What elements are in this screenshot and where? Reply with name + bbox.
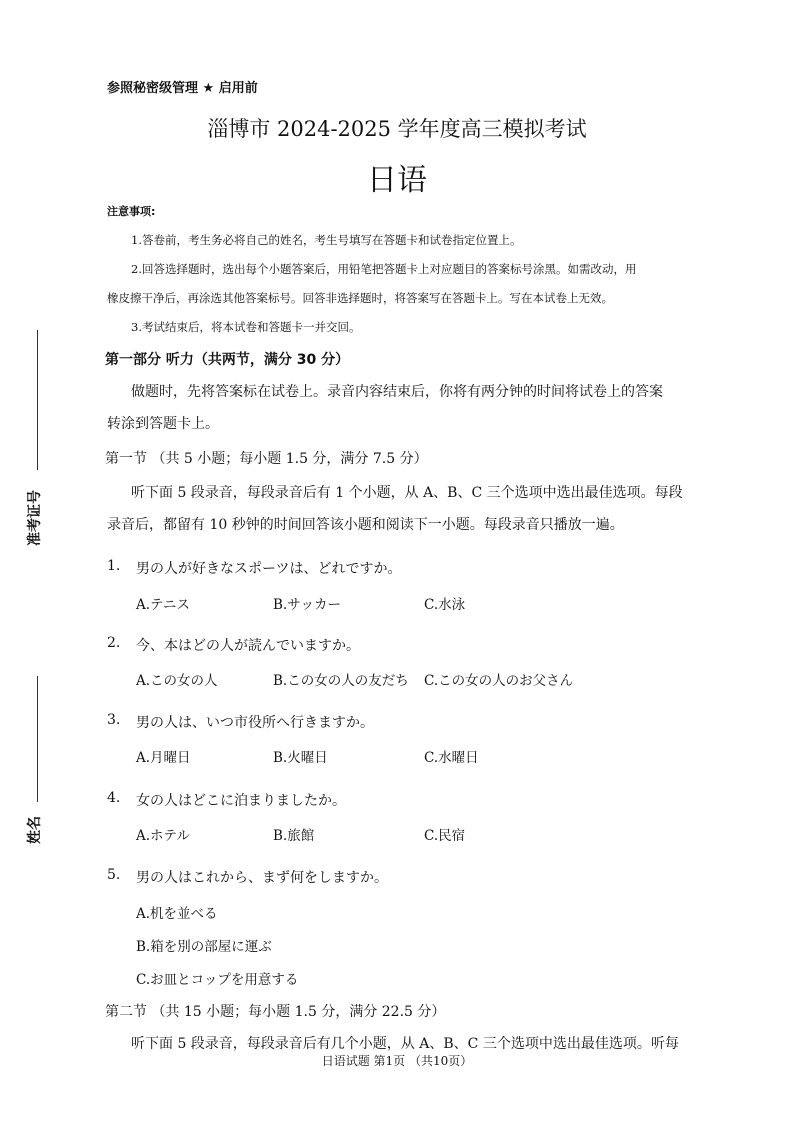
option-a: A.ホテル xyxy=(136,828,190,844)
question-number: 3. xyxy=(107,712,121,728)
section1-heading: 第一节 （共 5 小题；每小题 1.5 分，满分 7.5 分） xyxy=(105,451,428,467)
option-c: C.水泳 xyxy=(424,597,466,613)
name-line xyxy=(37,676,38,802)
notes-heading: 注意事项: xyxy=(107,205,156,218)
note-item: 3.考试结束后，将本试卷和答题卡一并交回。 xyxy=(131,320,361,334)
option-b: B.箱を別の部屋に運ぶ xyxy=(136,939,272,955)
option-b: B.火曜日 xyxy=(273,750,328,766)
section1-intro: 录音后，都留有 10 秒钟的时间回答该小题和阅读下一小题。每段录音只播放一遍。 xyxy=(107,517,624,533)
option-c: C.お皿とコップを用意する xyxy=(136,972,299,988)
subject-title: 日语 xyxy=(367,163,427,198)
note-item: 橡皮擦干净后，再涂选其他答案标号。回答非选择题时，将答案写在答题卡上。写在本试卷上无效。 xyxy=(107,291,613,305)
section1-intro: 听下面 5 段录音，每段录音后有 1 个小题，从 A、B、C 三个选项中选出最佳选项。每段 xyxy=(131,485,683,501)
name-label: 姓名 xyxy=(27,816,43,844)
exam-id-line xyxy=(37,330,38,470)
option-c: C.水曜日 xyxy=(424,750,479,766)
option-c: C.この女の人のお父さん xyxy=(424,673,574,689)
question-text: 男の人は、いつ市役所へ行きますか。 xyxy=(136,715,374,731)
question-text: 女の人はどこに泊まりましたか。 xyxy=(136,793,346,809)
note-item: 2.回答选择题时，选出每个小题答案后，用铅笔把答题卡上对应题目的答案标号涂黑。如需改动，用 xyxy=(131,262,637,276)
note-item: 1.答卷前，考生务必将自己的姓名，考生号填写在答题卡和试卷指定位置上。 xyxy=(131,233,522,247)
option-a: A.テニス xyxy=(136,597,191,613)
option-b: B.この女の人の友だち xyxy=(273,673,409,689)
exam-title: 淄博市 2024-2025 学年度高三模拟考试 xyxy=(207,117,587,141)
part1-intro: 做题时，先将答案标在试卷上。录音内容结束后，你将有两分钟的时间将试卷上的答案 xyxy=(131,384,663,400)
part1-intro: 转涂到答题卡上。 xyxy=(107,416,219,432)
question-text: 男の人はこれから、まず何をしますか。 xyxy=(136,870,388,886)
section2-intro: 听下面 5 段录音，每段录音后有几个小题，从 A、B、C 三个选项中选出最佳选项。听每 xyxy=(131,1036,679,1052)
question-text: 男の人が好きなスポーツは、どれですか。 xyxy=(136,561,402,577)
page-footer: 日语试题 第1页 （共10页） xyxy=(321,1054,473,1068)
question-number: 5. xyxy=(107,867,121,883)
option-c: C.民宿 xyxy=(424,828,466,844)
option-a: A.机を並べる xyxy=(136,906,218,922)
question-number: 2. xyxy=(107,635,121,651)
secret-note: 参照秘密级管理 ★ 启用前 xyxy=(107,81,258,96)
section2-heading: 第二节 （共 15 小题；每小题 1.5 分，满分 22.5 分） xyxy=(105,1004,446,1020)
question-number: 4. xyxy=(107,790,121,806)
question-number: 1. xyxy=(107,558,121,574)
option-a: A.この女の人 xyxy=(136,673,218,689)
part1-heading: 第一部分 听力（共两节，满分 30 分） xyxy=(105,352,350,368)
question-text: 今、本はどの人が読んでいますか。 xyxy=(136,638,360,654)
option-b: B.サッカー xyxy=(273,597,341,613)
option-a: A.月曜日 xyxy=(136,750,191,766)
exam-id-label: 准考证号 xyxy=(27,490,43,546)
option-b: B.旅館 xyxy=(273,828,315,844)
